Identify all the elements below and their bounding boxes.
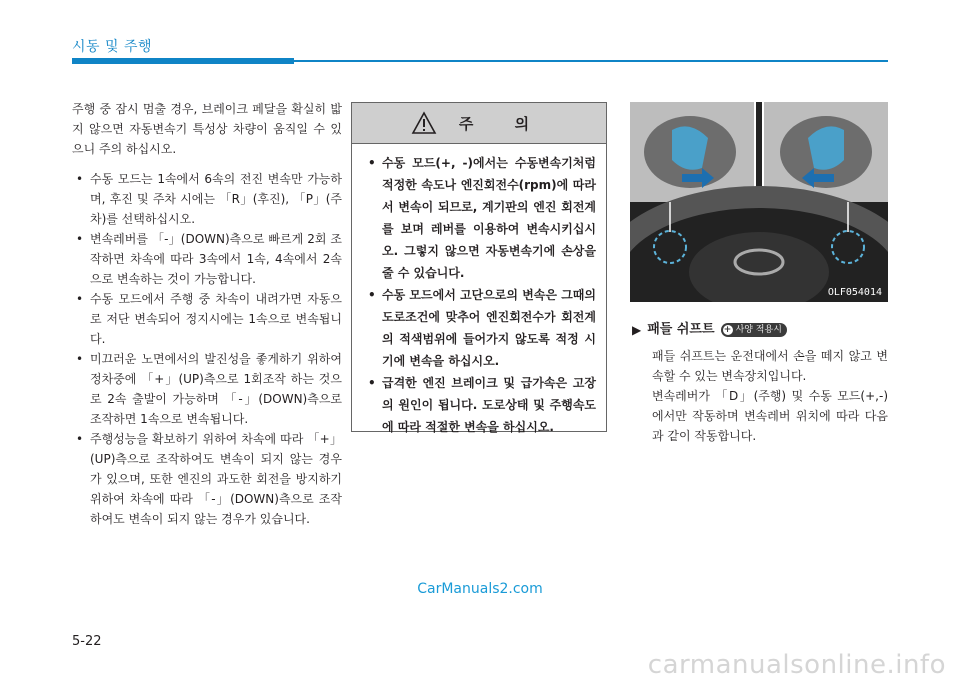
caution-list bbox=[364, 152, 596, 438]
header-rule-thin bbox=[294, 60, 888, 62]
caution-body bbox=[352, 144, 606, 438]
left-column bbox=[72, 99, 342, 529]
caution-item: • 급격한 엔진 브레이크 및 급가속은 고장의 원인이 됩니다. 도로상태 및 주행속도에 따라 적절한 변속을 하십시오. bbox=[364, 372, 596, 438]
header-rule-thick bbox=[72, 58, 294, 64]
section-title: 시동 및 주행 bbox=[72, 39, 153, 55]
steering-wheel-photo bbox=[630, 102, 888, 302]
right-column bbox=[632, 320, 888, 446]
bullet-item: • 수동 모드에서 주행 중 차속이 내려가면 자동으로 저단 변속되어 정지시에는 1속으로 변속됩니다. bbox=[72, 289, 342, 349]
page-number: 5-22 bbox=[72, 634, 102, 649]
bullet-item: • 주행성능을 확보하기 위하여 차속에 따라 「+」(UP)측으로 조작하여도 변속이 되지 않는 경우가 있으며, 또한 엔진의 과도한 회전을 방지하기 위하여 차속에 따라 「-」(DOWN)측으로 조작하여도 변속이 되지 않는 경우가 있습니다. bbox=[72, 429, 342, 529]
caution-item: • 수동 모드(+, -)에서는 수동변속기처럼 적정한 속도나 엔진회전수(rpm)에 따라서 변속이 되므로, 계기판의 엔진 회전계를 보며 레버를 이용하여 변속시키십시오. 그렇지 않으면 자동변속기에 손상을 줄 수 있습니다. bbox=[364, 152, 596, 284]
warning-triangle-icon bbox=[411, 111, 437, 135]
paddle-shift-illustration bbox=[630, 102, 888, 302]
bullet-item: • 변속레버를 「-」(DOWN)측으로 빠르게 2회 조작하면 차속에 따라 3속에서 1속, 4속에서 2속으로 변속하는 것이 가능합니다. bbox=[72, 229, 342, 289]
paddle-operation: 변속레버가 「D」(주행) 및 수동 모드(+,-)에서만 작동하며 변속레버 위치에 따라 다음과 같이 작동합니다. bbox=[652, 389, 888, 443]
bullet-item: • 미끄러운 노면에서의 발진성을 좋게하기 위하여 정차중에 「+」(UP)측으로 1회조작 하는 것으로 2속 출발이 가능하며 「-」(DOWN)측으로 조작하면 1속으로 변속됩니다. bbox=[72, 349, 342, 429]
caution-box bbox=[351, 102, 607, 432]
figure-code: OLF054014 bbox=[827, 287, 882, 298]
plus-icon: + bbox=[723, 325, 732, 335]
paddle-description: 패들 쉬프트는 운전대에서 손을 떼지 않고 변속할 수 있는 변속장치입니다. bbox=[652, 349, 888, 383]
bullet-list bbox=[72, 169, 342, 529]
caution-title: 주 의 bbox=[458, 114, 548, 133]
triangle-bullet-icon: ▶ bbox=[632, 323, 642, 337]
option-badge-label: 사양 적용시 bbox=[735, 325, 782, 335]
paddle-shift-heading bbox=[632, 320, 888, 340]
caution-item: • 수동 모드에서 고단으로의 변속은 그때의 도로조건에 맞추어 엔진회전수가 회전계의 적색범위에 들어가지 않도록 적정 시기에 변속을 하십시오. bbox=[364, 284, 596, 372]
watermark-link[interactable]: CarManuals2.com bbox=[417, 581, 543, 597]
intro-paragraph: 주행 중 잠시 멈출 경우, 브레이크 페달을 확실히 밟지 않으면 자동변속기 특성상 차량이 움직일 수 있으니 주의 하십시오. bbox=[72, 102, 342, 156]
caution-header bbox=[352, 103, 606, 144]
heading-text: 패들 쉬프트 bbox=[647, 322, 715, 337]
bullet-item: • 수동 모드는 1속에서 6속의 전진 변속만 가능하며, 후진 및 주차 시에는 「R」(후진), 「P」(주차)를 선택하십시오. bbox=[72, 169, 342, 229]
footer-site-watermark: carmanualsonline.info bbox=[647, 650, 946, 680]
option-badge bbox=[721, 323, 787, 337]
